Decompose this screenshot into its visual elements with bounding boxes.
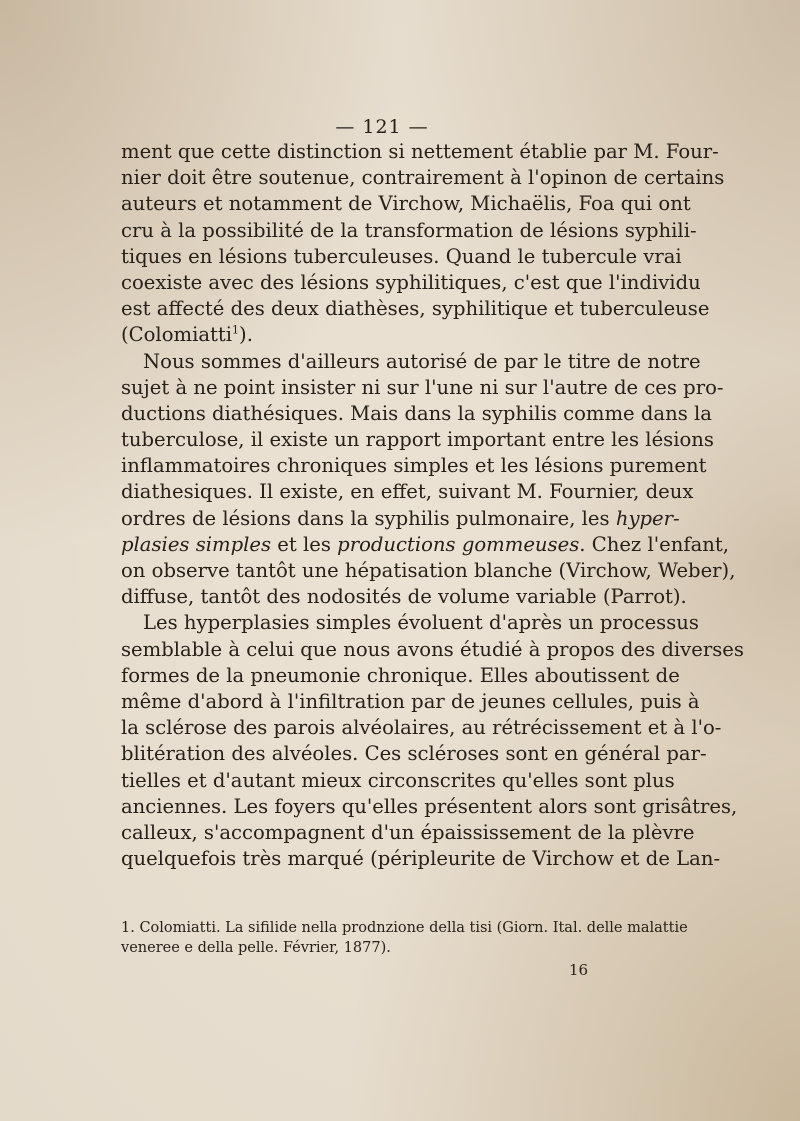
footnote-line: 1. Colomiatti. La sifilide nella prodnzione della tisi (Giorn. Ital. delle malattie (121, 920, 688, 936)
text-line: ment que cette distinction si nettement établie par M. Four- (121, 140, 719, 163)
text-line (121, 322, 644, 348)
text-line: diffuse, tantôt des nodosités de volume variable (Parrot). (121, 585, 687, 609)
text-line: semblable à celui que nous avons étudié à propos des diverses (121, 637, 744, 661)
text-line: on observe tantôt une hépatisation blanche (Virchow, Weber), (121, 559, 736, 582)
text-line: cru à la possibilité de la transformation de lésions syphili- (121, 218, 697, 242)
text-line: ductions diathésiques. Mais dans la syphilis comme dans la (121, 401, 712, 425)
text-line: Nous sommes d'ailleurs autorisé de par le titre de notre (143, 349, 701, 373)
italic-term: productions gommeuses (337, 532, 580, 556)
citation-colomiatti: (Colomiatti (121, 323, 233, 347)
footnote-line: veneree e della pelle. Février, 1877). (121, 940, 391, 956)
text-line: quelquefois très marqué (péripleurite de Virchow et de Lan- (121, 847, 721, 871)
body-text (121, 139, 744, 872)
italic-term: hyper- (615, 506, 680, 530)
text-line: tielles et d'autant mieux circonscrites qu'elles sont plus (121, 768, 675, 792)
text-line: tuberculose, il existe un rapport important entre les lésions (121, 428, 714, 452)
text-line: blitération des alvéoles. Ces scléroses sont en général par- (121, 742, 707, 766)
text-line (121, 532, 730, 558)
text-line: formes de la pneumonie chronique. Elles aboutissent de (121, 663, 680, 687)
text-line: coexiste avec des lésions syphilitiques, c'est que l'individu (121, 270, 701, 294)
text-line: sujet à ne point insister ni sur l'une ni sur l'autre de ces pro- (121, 375, 724, 399)
signature-mark: 16 (569, 961, 589, 979)
text-line: Les hyperplasies simples évoluent d'après un processus (143, 611, 699, 635)
text-line: anciennes. Les foyers qu'elles présentent alors sont grisâtres, (121, 794, 738, 818)
text-line: la sclérose des parois alvéolaires, au rétrécissement et à l'o- (121, 716, 722, 740)
text-line: même d'abord à l'infiltration par de jeunes cellules, puis à (121, 689, 700, 713)
text-line (121, 506, 680, 532)
footnote (121, 918, 688, 958)
footnote-ref: 1 (232, 323, 240, 337)
italic-term: plasies simples (121, 532, 272, 556)
text-line: tiques en lésions tuberculeuses. Quand le tubercule vrai (121, 244, 682, 268)
text-fragment: . Chez l'enfant, (579, 532, 730, 556)
text-line: inflammatoires chroniques simples et les lésions purement (121, 454, 707, 478)
text-fragment: et les (277, 532, 331, 556)
text-line: calleux, s'accompagnent d'un épaississement de la plèvre (121, 820, 695, 844)
text-line: nier doit être soutenue, contrairement à l'opinon de certains (121, 166, 725, 190)
text-fragment: ordres de lésions dans la syphilis pulmonaire, les (121, 506, 610, 530)
text-line: diathesiques. Il existe, en effet, suivant M. Fournier, deux (121, 480, 694, 504)
text-line: auteurs et notamment de Virchow, Michaëlis, Foa qui ont (121, 192, 691, 216)
text-line: est affecté des deux diathèses, syphilitique et tuberculeuse (121, 297, 710, 321)
citation-close: ). (239, 323, 253, 347)
page-number: — 121 — (335, 116, 429, 138)
